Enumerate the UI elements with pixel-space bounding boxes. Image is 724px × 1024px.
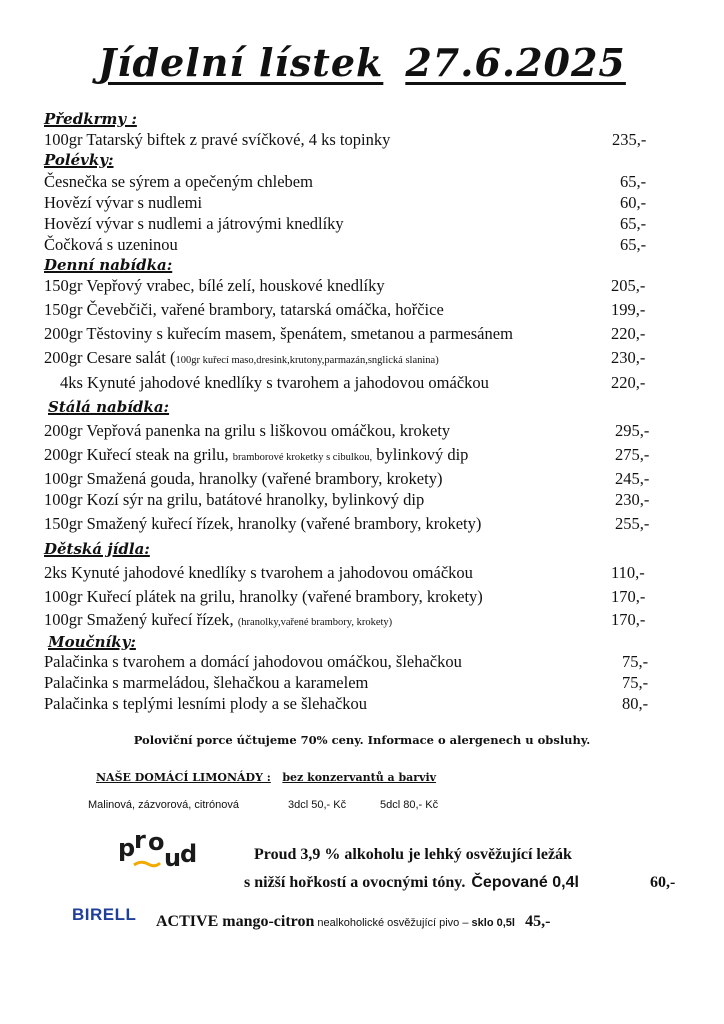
menu-item — [44, 610, 392, 630]
menu-item-detail: 100gr kuřecí maso,dresink,krutony,parmazán,snglická slanina) — [175, 355, 439, 366]
menu-item: Hovězí vývar s nudlemi — [44, 193, 203, 212]
menu-item: 200gr Vepřová panenka na grilu s liškovou omáčkou, krokety — [44, 421, 451, 440]
menu-price: 245,- — [615, 469, 650, 488]
birell-size: sklo 0,5l — [471, 917, 515, 929]
menu-price: 230,- — [611, 348, 646, 367]
menu-price: 65,- — [620, 214, 647, 233]
menu-item: 100gr Smažená gouda, hranolky (vařené brambory, krokety) — [44, 469, 443, 488]
section-stala: Stálá nabídka: — [48, 398, 170, 416]
menu-item: 150gr Vepřový vrabec, bílé zelí, houskové knedlíky — [44, 276, 385, 295]
menu-item: 100gr Tatarský biftek z pravé svíčkové, 4 ks topinky — [44, 130, 391, 149]
menu-price: 65,- — [620, 172, 647, 191]
birell-logo: BIRELL — [72, 905, 137, 924]
menu-price: 170,- — [611, 610, 646, 629]
proud-draft: Čepované 0,4l — [471, 874, 579, 891]
menu-title — [0, 40, 724, 85]
menu-title-text: Jídelní lístek — [98, 40, 384, 85]
menu-price: 65,- — [620, 235, 647, 254]
menu-item: Česnečka se sýrem a opečeným chlebem — [44, 172, 313, 191]
proud-logo-p: p — [118, 834, 136, 862]
menu-item: Palačinka s marmeládou, šlehačkou a karamelem — [44, 673, 369, 692]
proud-line-1: Proud 3,9 % alkoholu je lehký osvěžující ležák — [254, 846, 572, 863]
lemonade-flavors: Malinová, zázvorová, citrónová — [88, 799, 240, 811]
lemonade-large-price: 5dcl 80,- Kč — [380, 799, 439, 811]
proud-price: 60,- — [650, 874, 676, 891]
birell-name: ACTIVE mango-citron — [156, 913, 315, 930]
menu-item — [44, 348, 439, 368]
lemonade-title: NAŠE DOMÁCÍ LIMONÁDY : — [96, 771, 271, 784]
menu-price: 220,- — [611, 373, 646, 392]
section-polevky: Polévky: — [44, 151, 114, 169]
proud-logo — [118, 826, 208, 874]
menu-price: 110,- — [611, 563, 645, 582]
menu-item-name: 100gr Smažený kuřecí řízek, — [44, 610, 238, 629]
menu-item: 150gr Čevebčiči, vařené brambory, tatarská omáčka, hořčice — [44, 300, 444, 319]
menu-price: 60,- — [620, 193, 647, 212]
menu-item: 4ks Kynuté jahodové knedlíky s tvarohem a jahodovou omáčkou — [60, 373, 489, 392]
birell-line — [156, 911, 550, 931]
proud-line-2 — [244, 874, 579, 892]
birell-price: 45,- — [525, 913, 551, 930]
section-predkrmy: Předkrmy : — [44, 110, 137, 128]
menu-item — [44, 445, 468, 465]
menu-item: Palačinka s tvarohem a domácí jahodovou omáčkou, šlehačkou — [44, 652, 462, 671]
menu-item: 100gr Kuřecí plátek na grilu, hranolky (vařené brambory, krokety) — [44, 587, 483, 606]
menu-price: 199,- — [611, 300, 646, 319]
proud-logo-wave — [132, 860, 162, 868]
menu-price: 170,- — [611, 587, 646, 606]
lemonade-small-price: 3dcl 50,- Kč — [288, 799, 347, 811]
menu-price: 75,- — [622, 673, 649, 692]
menu-date: 27.6.2025 — [405, 40, 626, 85]
menu-price: 255,- — [615, 514, 650, 533]
lemonade-heading — [96, 771, 436, 784]
menu-item-detail: (hranolky,vařené brambory, krokety) — [237, 617, 393, 628]
menu-item: 200gr Těstoviny s kuřecím masem, špenátem, smetanou a parmesánem — [44, 324, 513, 343]
proud-logo-d: d — [180, 840, 198, 868]
section-denni: Denní nabídka: — [44, 256, 173, 274]
proud-logo-r: r — [134, 826, 146, 854]
menu-item-name-2: bylinkový dip — [372, 445, 469, 464]
menu-price: 80,- — [622, 694, 649, 713]
section-moucniky: Moučníky: — [48, 633, 136, 651]
section-detska: Dětská jídla: — [44, 540, 150, 558]
menu-item-detail: bramborové kroketky s cibulkou, — [232, 452, 373, 463]
menu-price: 220,- — [611, 324, 646, 343]
menu-item: 2ks Kynuté jahodové knedlíky s tvarohem a jahodovou omáčkou — [44, 563, 473, 582]
menu-item: Čočková s uzeninou — [44, 235, 178, 254]
menu-item-name: 200gr Cesare salát ( — [44, 348, 176, 367]
menu-price: 295,- — [615, 421, 650, 440]
menu-price: 275,- — [615, 445, 650, 464]
birell-desc: nealkoholické osvěžující pivo – — [314, 917, 472, 929]
menu-price: 230,- — [615, 490, 650, 509]
menu-price: 205,- — [611, 276, 646, 295]
menu-item: Hovězí vývar s nudlemi a játrovými knedlíky — [44, 214, 344, 233]
menu-price: 75,- — [622, 652, 649, 671]
portion-note: Poloviční porce účtujeme 70% ceny. Informace o alergenech u obsluhy. — [133, 733, 591, 747]
proud-logo-u: u — [164, 844, 182, 872]
proud-line-2a: s nižší hořkostí a ovocnými tóny. — [244, 874, 466, 891]
menu-item: 150gr Smažený kuřecí řízek, hranolky (vařené brambory, krokety) — [44, 514, 482, 533]
menu-item-name: 200gr Kuřecí steak na grilu, — [44, 445, 233, 464]
lemonade-subtitle: bez konzervantů a barviv — [282, 771, 437, 784]
menu-item: Palačinka s teplými lesními plody a se šlehačkou — [44, 694, 368, 713]
proud-logo-o: o — [148, 828, 165, 856]
menu-item: 100gr Kozí sýr na grilu, batátové hranolky, bylinkový dip — [44, 490, 425, 509]
menu-price: 235,- — [612, 130, 647, 149]
